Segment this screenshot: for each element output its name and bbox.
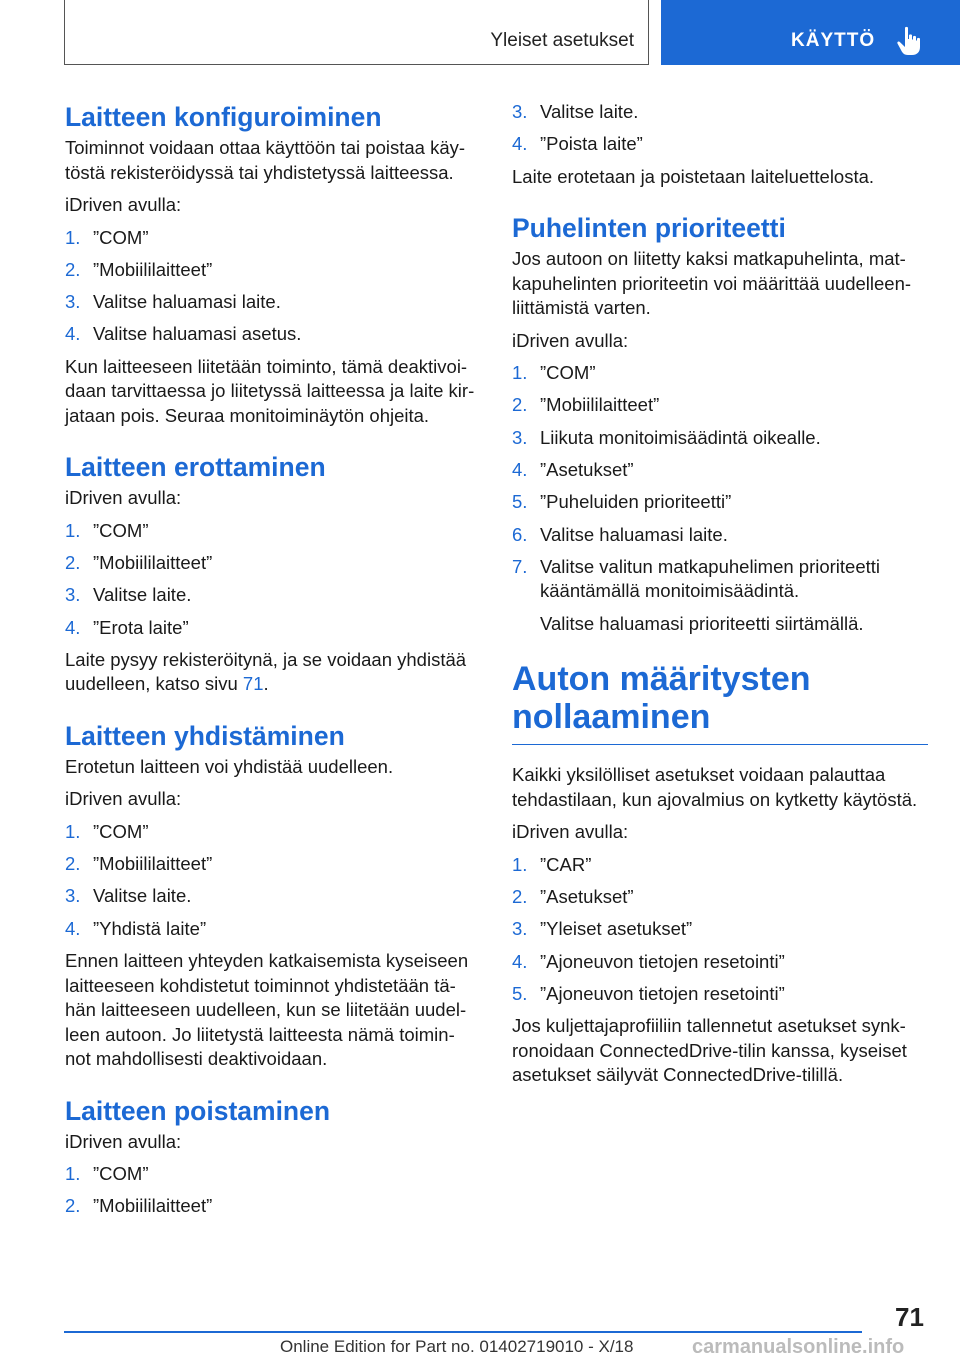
list-item: 6. Valitse haluamasi laite. — [512, 523, 728, 545]
sub-step-note: Valitse haluamasi prioriteetti siirtämällä. — [540, 612, 864, 634]
paragraph: iDriven avulla: — [65, 788, 182, 810]
paragraph: iDriven avulla: — [512, 821, 629, 843]
step-list — [65, 226, 480, 347]
list-item: 3. ”Yleiset asetukset” — [512, 918, 693, 940]
list-item: 2. ”Mobiililaitteet” — [65, 1195, 213, 1217]
list-item: 2. ”Mobiililaitteet” — [65, 258, 213, 280]
list-item: 4. ”Poista laite” — [512, 133, 643, 155]
left-column — [65, 100, 480, 1227]
watermark: carmanualsonline.info — [692, 1336, 905, 1358]
section-title: Yleiset asetukset — [490, 30, 634, 51]
list-item: 1. ”COM” — [65, 820, 149, 842]
list-item: 1. ”COM” — [65, 226, 149, 248]
paragraph: iDriven avulla: — [512, 329, 629, 351]
list-item: 2. ”Mobiililaitteet” — [65, 853, 213, 875]
list-item: 3. Valitse laite. — [65, 885, 192, 907]
list-item: 7. Valitse valitun matkapuhelimen prioriteetti kääntämällä monitoimisäädintä. — [512, 555, 881, 602]
heading-phone-priority: Puhelinten prioriteetti — [512, 213, 786, 244]
step-list — [512, 853, 928, 1007]
list-item: 3. Valitse haluamasi laite. — [65, 291, 281, 313]
step-list — [512, 100, 928, 157]
page-number: 71 — [895, 1302, 924, 1332]
step-list — [65, 1162, 480, 1219]
paragraph: Jos autoon on liitetty kaksi matkapuhelinta, mat‐kapuhelinten prioriteetin voi määrittää uudelleen‐liittämistä varten. — [512, 248, 912, 319]
paragraph: Erotetun laitteen voi yhdistää uudelleen. — [65, 755, 394, 777]
heading-reset-vehicle-settings: Auton määritysten nollaaminen — [512, 660, 928, 745]
list-item: 4. ”Yhdistä laite” — [65, 917, 207, 939]
list-item: 2. ”Asetukset” — [512, 885, 634, 907]
list-item: 4. ”Erota laite” — [65, 616, 189, 638]
right-column — [512, 100, 928, 1096]
paragraph: Laite erotetaan ja poistetaan laiteluettelosta. — [512, 165, 875, 187]
list-item: 3. Valitse laite. — [65, 584, 192, 606]
step-list — [512, 361, 928, 604]
paragraph: Kaikki yksilölliset asetukset voidaan palauttaa tehdastilaan, kun ajovalmius on kytketty käytöstä. — [512, 764, 918, 810]
paragraph: iDriven avulla: — [65, 1130, 182, 1152]
list-item: 3. Liikuta monitoimisäädintä oikealle. — [512, 426, 821, 448]
list-item: 4. Valitse haluamasi asetus. — [65, 323, 302, 345]
header-section-box — [64, 0, 649, 65]
list-item: 2. ”Mobiililaitteet” — [512, 394, 660, 416]
pointing-hand-icon — [896, 26, 922, 56]
step-list — [65, 519, 480, 640]
heading-disconnect-device: Laitteen erottaminen — [65, 452, 326, 483]
list-item: 2. ”Mobiililaitteet” — [65, 551, 213, 573]
paragraph: Laite pysyy rekisteröitynä, ja se voidaan yhdistää uudelleen, katso sivu 71. — [65, 648, 467, 695]
step-list — [65, 820, 480, 941]
heading-connect-device: Laitteen yhdistäminen — [65, 720, 345, 751]
list-item: 5. ”Ajoneuvon tietojen resetointi” — [512, 982, 785, 1004]
list-item: 5. ”Puheluiden prioriteetti” — [512, 491, 732, 513]
heading-remove-device: Laitteen poistaminen — [65, 1095, 331, 1126]
edition-text: Online Edition for Part no. 01402719010 - X/18 — [280, 1337, 634, 1356]
list-item: 3. Valitse laite. — [512, 101, 639, 122]
list-item: 1. ”COM” — [65, 1163, 149, 1185]
list-item: 4. ”Asetukset” — [512, 458, 634, 480]
header-tab[interactable] — [661, 0, 960, 65]
paragraph: Ennen laitteen yhteyden katkaisemista kyseiseen laitteeseen kohdistetut toiminnot yhdistetään tä‐hän laitteeseen uudelleen, kun se liitetään uudel‐leen autoon. Jo liitetystä laitteesta nämä toimin‐not mahdollisesti deaktivoidaan. — [65, 950, 469, 1070]
paragraph: Jos kuljettajaprofiiliin tallennetut asetukset synk‐ronoidaan ConnectedDrive-tilin kanssa, kyseiset asetukset säilyvät ConnectedDrive-tilillä. — [512, 1015, 907, 1086]
heading-configure-device: Laitteen konfiguroiminen — [65, 102, 382, 132]
list-item: 1. ”COM” — [512, 362, 596, 384]
paragraph: Toiminnot voidaan ottaa käyttöön tai poistaa käy‐töstä rekisteröidyssä tai yhdistetyssä laitteessa. — [65, 137, 466, 183]
paragraph: iDriven avulla: — [65, 487, 182, 509]
footer-divider — [64, 1331, 862, 1333]
list-item: 4. ”Ajoneuvon tietojen resetointi” — [512, 950, 785, 972]
paragraph: iDriven avulla: — [65, 194, 182, 215]
page-link[interactable]: 71 — [242, 673, 264, 695]
list-item: 1. ”CAR” — [512, 853, 592, 875]
list-item: 1. ”COM” — [65, 519, 149, 541]
tab-label: KÄYTTÖ — [791, 30, 876, 51]
paragraph: Kun laitteeseen liitetään toiminto, tämä deaktivoi‐daan tarvittaessa jo liitetyssä laitteessa ja laite kir‐jataan pois. Seuraa monitoiminäytön ohjeita. — [65, 355, 475, 426]
